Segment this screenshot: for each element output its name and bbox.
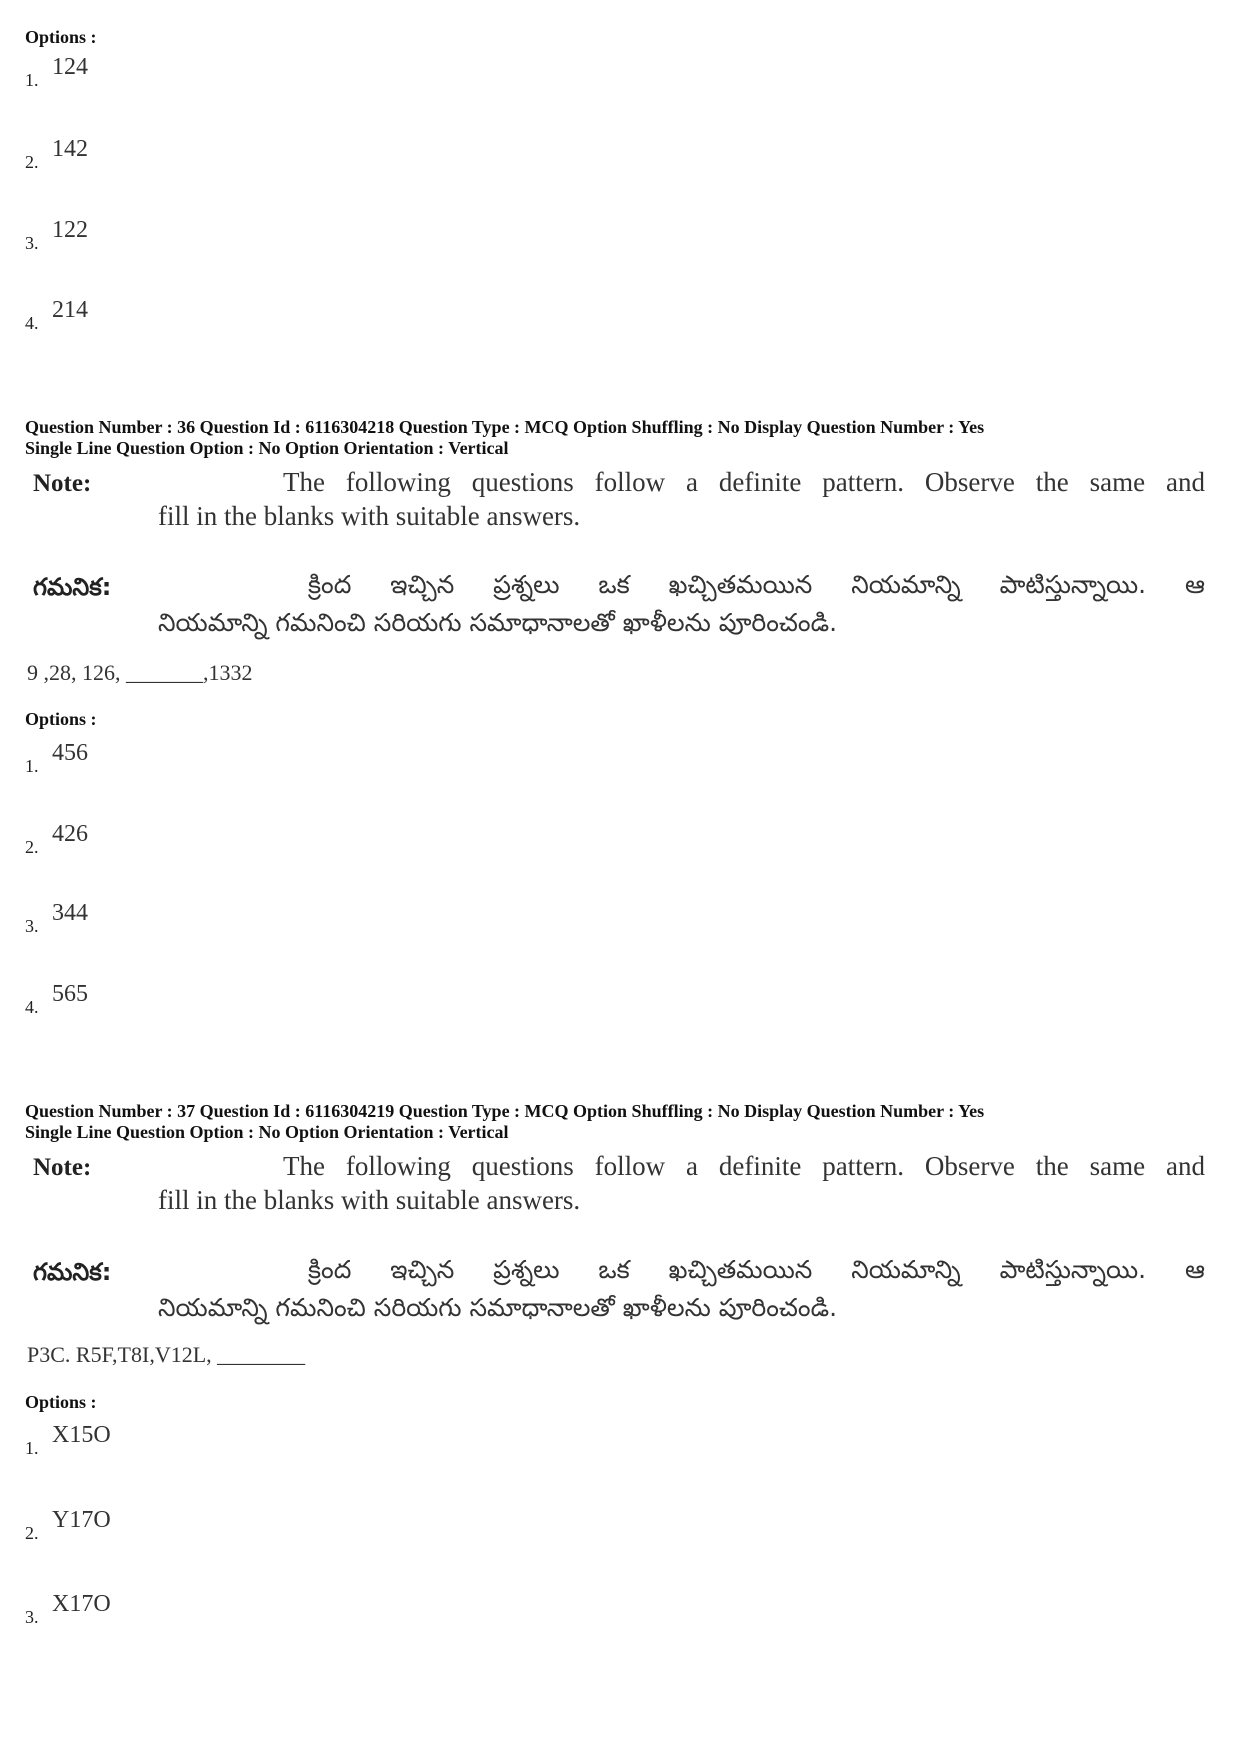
option-item[interactable]: [25, 215, 325, 255]
option-number: 1.: [25, 756, 39, 776]
options-heading: Options :: [25, 709, 97, 729]
question-series: P3C. R5F,T8I,V12L, ________: [27, 1342, 306, 1367]
option-value: 214: [52, 297, 88, 323]
note-telugu-line1: క్రింద ఇచ్చిన ప్రశ్నలు ఒక ఖచ్చితమయిన నియమాన్ని పాటిస్తున్నాయి. ఆ: [308, 570, 1205, 599]
note-english-line1: The following questions follow a definite pattern. Observe the same and: [283, 467, 1205, 497]
note-english-line1: The following questions follow a definite pattern. Observe the same and: [283, 1151, 1205, 1181]
note-telugu-label: గమనిక:: [33, 1258, 112, 1286]
options-heading: Options :: [25, 27, 97, 47]
option-number: 1.: [25, 1438, 39, 1458]
option-item[interactable]: [25, 52, 325, 92]
option-value: 426: [52, 821, 88, 847]
option-item[interactable]: [25, 898, 325, 938]
option-item[interactable]: [25, 1420, 325, 1460]
option-number: 1.: [25, 70, 39, 90]
option-value: 124: [52, 54, 88, 80]
option-number: 2.: [25, 152, 39, 172]
note-telugu-line2: నియమాన్ని గమనించి సరియగు సమాధానాలతో ఖాళీలను పూరించండి.: [158, 1293, 838, 1322]
question-series: 9 ,28, 126, _______,1332: [27, 660, 253, 685]
question-meta-line2: Single Line Question Option : No Option Orientation : Vertical: [25, 438, 509, 458]
option-item[interactable]: [25, 1505, 325, 1545]
option-number: 2.: [25, 1523, 39, 1543]
note-telugu-line2: నియమాన్ని గమనించి సరియగు సమాధానాలతో ఖాళీలను పూరించండి.: [158, 608, 838, 637]
note-english: [158, 1149, 1205, 1217]
option-number: 3.: [25, 1607, 39, 1627]
note-telugu: [158, 1251, 1205, 1327]
options-heading: Options :: [25, 1392, 97, 1412]
option-number: 3.: [25, 916, 39, 936]
option-item[interactable]: [25, 819, 325, 859]
option-item[interactable]: [25, 295, 325, 335]
question-meta-line2: Single Line Question Option : No Option Orientation : Vertical: [25, 1122, 509, 1142]
option-number: 4.: [25, 313, 39, 333]
note-english-line2: fill in the blanks with suitable answers.: [158, 1185, 581, 1215]
option-item[interactable]: [25, 979, 325, 1019]
note-telugu: [158, 566, 1205, 642]
question-meta-line1: Question Number : 36 Question Id : 6116304218 Question Type : MCQ Option Shuffling : No Display Question Number : Yes: [25, 417, 985, 437]
note-label: Note:: [33, 470, 92, 497]
option-value: 456: [52, 740, 88, 766]
option-number: 3.: [25, 233, 39, 253]
option-value: 565: [52, 981, 88, 1007]
note-english: [158, 465, 1205, 533]
option-value: 344: [52, 900, 88, 926]
option-item[interactable]: [25, 738, 325, 778]
option-number: 2.: [25, 837, 39, 857]
option-value: 142: [52, 136, 88, 162]
option-value: 122: [52, 217, 88, 243]
option-value: X17O: [52, 1591, 111, 1617]
option-value: X15O: [52, 1422, 111, 1448]
note-telugu-label: గమనిక:: [33, 573, 112, 601]
option-item[interactable]: [25, 1589, 325, 1629]
note-label: Note:: [33, 1154, 92, 1181]
note-telugu-line1: క్రింద ఇచ్చిన ప్రశ్నలు ఒక ఖచ్చితమయిన నియమాన్ని పాటిస్తున్నాయి. ఆ: [308, 1255, 1205, 1284]
note-english-line2: fill in the blanks with suitable answers.: [158, 501, 581, 531]
option-number: 4.: [25, 997, 39, 1017]
option-item[interactable]: [25, 134, 325, 174]
option-value: Y17O: [52, 1507, 111, 1533]
question-meta-line1: Question Number : 37 Question Id : 6116304219 Question Type : MCQ Option Shuffling : No Display Question Number : Yes: [25, 1101, 985, 1121]
